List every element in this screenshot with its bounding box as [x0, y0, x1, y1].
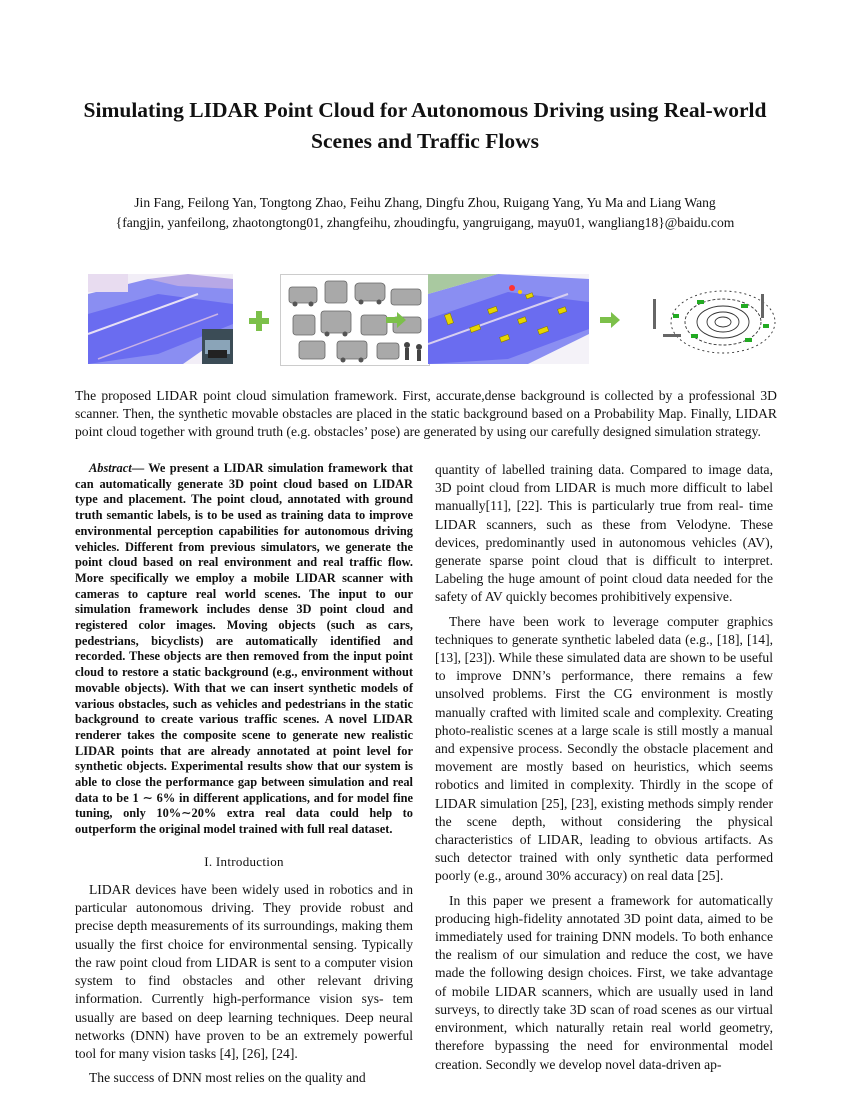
intro-paragraph-2: The success of DNN most relies on the quality and	[89, 1070, 366, 1086]
arrow-right-icon	[386, 312, 406, 328]
right-paragraph-1: quantity of labelled training data. Compared to image data, 3D point cloud from LIDAR is much more difficult to label manually[11], [22]. This is particularly true from real- time LIDAR scanners, such as these from Velodyne. These devices, predominantly used in autonomous vehicles (AV), generate sparse point cloud that is difficult to interpret. Labeling the huge amount of point cloud data needed for the safety of AV quickly becomes prohibitively expensive.	[435, 462, 773, 605]
author-emails: {fangjin, yanfeilong, zhaotongtong01, zhangfeihu, zhoudingfu, yangruigang, mayu01, wangliang18}@baidu.com	[115, 215, 735, 230]
figure-caption: The proposed LIDAR point cloud simulation framework. First, accurate,dense background is collected by a professional 3D scanner. Then, the synthetic movable obstacles are placed in the static background based on a Probability Map. Finally, LIDAR point cloud together with ground truth (e.g. obstacles’ pose) are generated by using our carefully designed simulation strategy.	[75, 388, 777, 440]
arrow-right-icon	[600, 312, 620, 328]
abstract-label: Abstract	[89, 461, 132, 475]
background-scan-image	[88, 274, 233, 364]
simulated-lidar-image	[633, 274, 783, 364]
composite-scene-image	[428, 274, 589, 364]
left-column	[75, 461, 413, 1087]
abstract-text: We present a LIDAR simulation framework that can automatically generate 3D point cloud based on LIDAR type and placement. The point cloud, annotated with ground truth semantic labels, is to be used as training data to improve environmental perception capabilities for autonomous driving vehicles. Different from previous simulators, we generate the point cloud based on real environment and real traffic flow. More specifically we employ a mobile LIDAR scanner with cameras to capture real world scenes. The input to our simulation framework includes dense 3D point cloud and registered color images. Moving objects (such as cars, pedestrians, bicyclists) are automatically identified and recorded. These objects are then removed from the input point cloud to restore a static background (e.g., environment without movable objects). With that we can insert synthetic models of various obstacles, such as vehicles and pedestrians in the static background to create various traffic scenes. A novel LIDAR renderer takes the composite scene to generate new realistic LIDAR points that are already annotated at point level for synthetic objects. Experimental results show that our system is able to close the performance gap between simulation and real data to be 1 ∼ 6% in different applications, and for model fine tuning, only 10%∼20% extra real data could help to outperform the original model trained with full real dataset.	[75, 461, 413, 837]
abstract	[75, 461, 413, 838]
abstract-dash: —	[131, 461, 149, 475]
right-column	[435, 461, 773, 1074]
right-paragraph-3: In this paper we present a framework for automatically producing high-fidelity annotated 3D point data, aimed to be immediately used for training DNN models. To both enhance the realism of our simulation and reduce the cost, we have made the following design choices. First, we take advantage of mobile LIDAR scanners, which are usually used in land surveys, to directly take 3D scan of road scenes as our virtual environment, which naturally retain real world geometry, therefore bypassing the need for environmental model creation. Secondly we develop novel data-driven ap-	[435, 892, 773, 1072]
author-block	[40, 193, 810, 233]
plus-icon	[248, 310, 270, 332]
right-paragraph-2: There have been work to leverage computer graphics techniques to generate synthetic labeled data (e.g., [18], [14], [13], [23]). While these simulated data are shown to be useful to improve DNN’s performance, there remains a few unsolved problems. First the CG environment is mostly manually crafted with limited scale and complexity. Creating photo-realistic scenes at a large scale is still mostly a manual and expensive process. Secondly the obstacle placement and movement are mostly based on heuristics, which seems robotics and limited in complexity. Thirdly in the scope of LIDAR simulation [25], [23], existing methods simply render the scene depth, without considering the physical characteristics of LIDAR, leading to obvious artifacts. As such detector trained with only synthetic data performed poorly (e.g., around 30% accuracy) on real data [25].	[435, 613, 773, 884]
obstacle-models-image	[280, 274, 430, 366]
author-list: Jin Fang, Feilong Yan, Tongtong Zhao, Feihu Zhang, Dingfu Zhou, Ruigang Yang, Yu Ma and Liang Wang	[134, 195, 716, 210]
paper-title: Simulating LIDAR Point Cloud for Autonomous Driving using Real-world Scenes and Traffic Flows	[83, 98, 767, 153]
intro-paragraph-1: LIDAR devices have been widely used in robotics and in particular autonomous driving. They provide robust and precise depth measurements of its surroundings, making them usually the first choice for environmental sensing. Typically the raw point cloud from LIDAR is sent to a computer vision system to find obstacles and other relevant driving information. Currently high-performance vision sys- tem usually are based on deep learning techniques. Deep neural networks (DNN) have proven to be an extremely powerful tool for many vision tasks [4], [26], [24].	[75, 882, 413, 1061]
teaser-figure	[88, 268, 778, 370]
section-heading-introduction: I. Introduction	[204, 853, 284, 869]
